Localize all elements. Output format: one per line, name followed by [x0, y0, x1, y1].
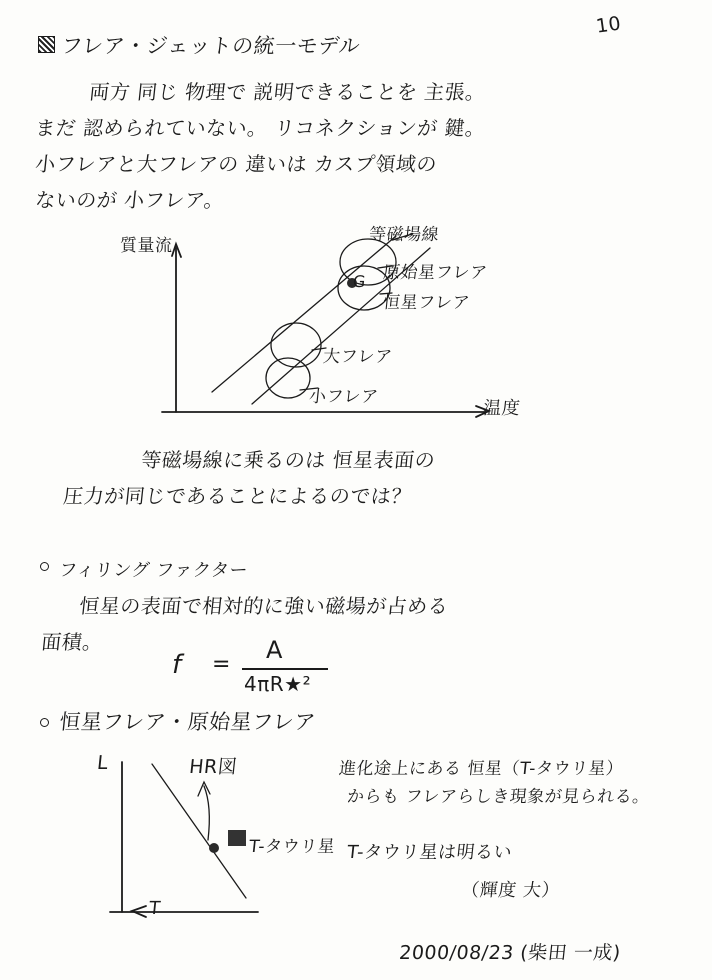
- formula-lhs: f: [172, 650, 182, 680]
- hr-diagram-x-axis-label: T: [148, 898, 162, 919]
- graph1-annotation-marker-g: G: [352, 272, 367, 291]
- hr-evolution-arrow: [204, 786, 209, 840]
- side-note-line: （輝度 大）: [460, 880, 562, 901]
- hr-evolution-arrowhead: [198, 782, 210, 796]
- hr-diagram-point-label: T-タウリ星: [248, 837, 337, 857]
- graph1-annotation-small-flare: 小フレア: [308, 387, 380, 407]
- hr-point-square-marker: [228, 830, 246, 846]
- hr-diagram-label: HR図: [188, 756, 239, 778]
- side-note-line: 進化途上にある 恒星（T-タウリ星）: [338, 759, 625, 779]
- section2-heading: フィリング ファクター: [58, 560, 250, 581]
- body-line: 小フレアと大フレアの 違いは カスプ領域の: [34, 152, 439, 176]
- graph1-annotation-large-flare: 大フレア: [322, 347, 394, 367]
- side-note-line: T-タウリ星は明るい: [346, 842, 514, 863]
- page-number: 10: [594, 12, 623, 38]
- note-line: 圧力が同じであることによるのでは？: [62, 484, 414, 508]
- graph1-annotation-stellar-flare: 恒星フレア: [382, 293, 471, 313]
- graph1-annotation-protostellar-flare: 原始星フレア: [382, 263, 489, 283]
- body-line: 恒星の表面で相対的に強い磁場が占める: [78, 594, 450, 618]
- graph1-x-axis-label: 温度: [482, 398, 522, 419]
- formula-numerator: A: [266, 636, 283, 664]
- graph1-annotation-equi-field-line: 等磁場線: [368, 225, 441, 245]
- section3-heading: 恒星フレア・原始星フレア: [58, 710, 318, 734]
- body-line: ないのが 小フレア。: [34, 188, 226, 212]
- signature: 2000/08/23 (柴田 一成): [398, 942, 622, 964]
- graph1-y-axis-label: 質量流: [120, 236, 173, 256]
- body-line: 両方 同じ 物理で 説明できることを 主張。: [88, 80, 488, 104]
- hr-point-marker: [209, 843, 219, 853]
- hr-diagram-y-axis-label: L: [96, 752, 110, 774]
- body-line: まだ 認められていない。 リコネクションが 鍵。: [34, 116, 487, 140]
- side-note-line: からも フレアらしき現象が見られる。: [346, 787, 651, 807]
- formula-denominator: 4πR★²: [244, 672, 312, 696]
- formula-equals: =: [212, 652, 231, 677]
- body-line: 面積。: [40, 630, 105, 654]
- page-title: フレア・ジェットの統一モデル: [60, 34, 362, 58]
- note-line: 等磁場線に乗るのは 恒星表面の: [140, 448, 437, 472]
